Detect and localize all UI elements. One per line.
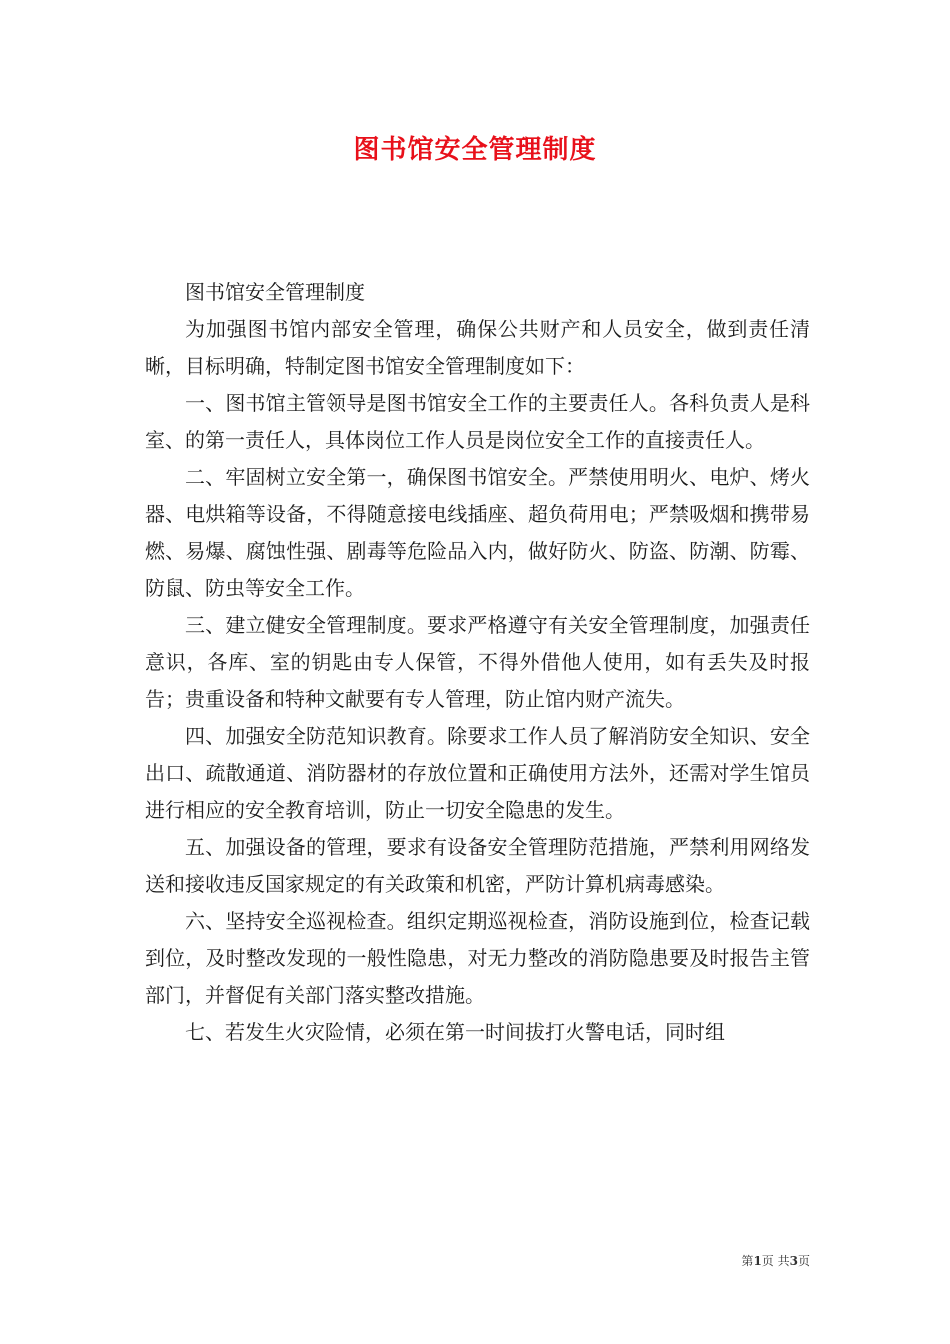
paragraph-item-5: 五、加强设备的管理，要求有设备安全管理防范措施，严禁利用网络发送和接收违反国家规定的有关政策和机密，严防计算机病毒感染。	[145, 835, 810, 896]
footer-suffix: 页	[797, 1254, 810, 1268]
paragraph-intro: 为加强图书馆内部安全管理，确保公共财产和人员安全，做到责任清晰，目标明确，特制定图书馆安全管理制度如下：	[145, 317, 810, 378]
footer-prefix: 第	[741, 1254, 754, 1268]
document-body	[145, 274, 810, 1051]
paragraph-item-4: 四、加强安全防范知识教育。除要求工作人员了解消防安全知识、安全出口、疏散通道、消防器材的存放位置和正确使用方法外，还需对学生馆员进行相应的安全教育培训，防止一切安全隐患的发生。	[145, 724, 810, 822]
page-number-footer	[741, 1252, 810, 1270]
paragraph-item-7: 七、若发生火灾险情，必须在第一时间拔打火警电话，同时组	[185, 1020, 725, 1044]
paragraph-item-6: 六、坚持安全巡视检查。组织定期巡视检查，消防设施到位，检查记载到位，及时整改发现的一般性隐患，对无力整改的消防隐患要及时报告主管部门，并督促有关部门落实整改措施。	[145, 909, 810, 1007]
paragraph-heading: 图书馆安全管理制度	[185, 280, 365, 304]
paragraph-item-1: 一、图书馆主管领导是图书馆安全工作的主要责任人。各科负责人是科室、的第一责任人，具体岗位工作人员是岗位安全工作的直接责任人。	[145, 391, 810, 452]
footer-middle: 页 共	[761, 1254, 790, 1268]
paragraph-item-3: 三、建立健安全管理制度。要求严格遵守有关安全管理制度，加强责任意识，各库、室的钥匙由专人保管，不得外借他人使用，如有丢失及时报告；贵重设备和特种文献要有专人管理，防止馆内财产流失。	[145, 613, 810, 711]
paragraph-item-2: 二、牢固树立安全第一，确保图书馆安全。严禁使用明火、电炉、烤火器、电烘箱等设备，不得随意接电线插座、超负荷用电；严禁吸烟和携带易燃、易爆、腐蚀性强、剧毒等危险品入内，做好防火、防盗、防潮、防霉、防鼠、防虫等安全工作。	[145, 465, 810, 600]
footer-current-page: 1	[753, 1254, 762, 1268]
footer-total-pages: 3	[789, 1254, 798, 1268]
document-title: 图书馆安全管理制度	[353, 135, 597, 165]
